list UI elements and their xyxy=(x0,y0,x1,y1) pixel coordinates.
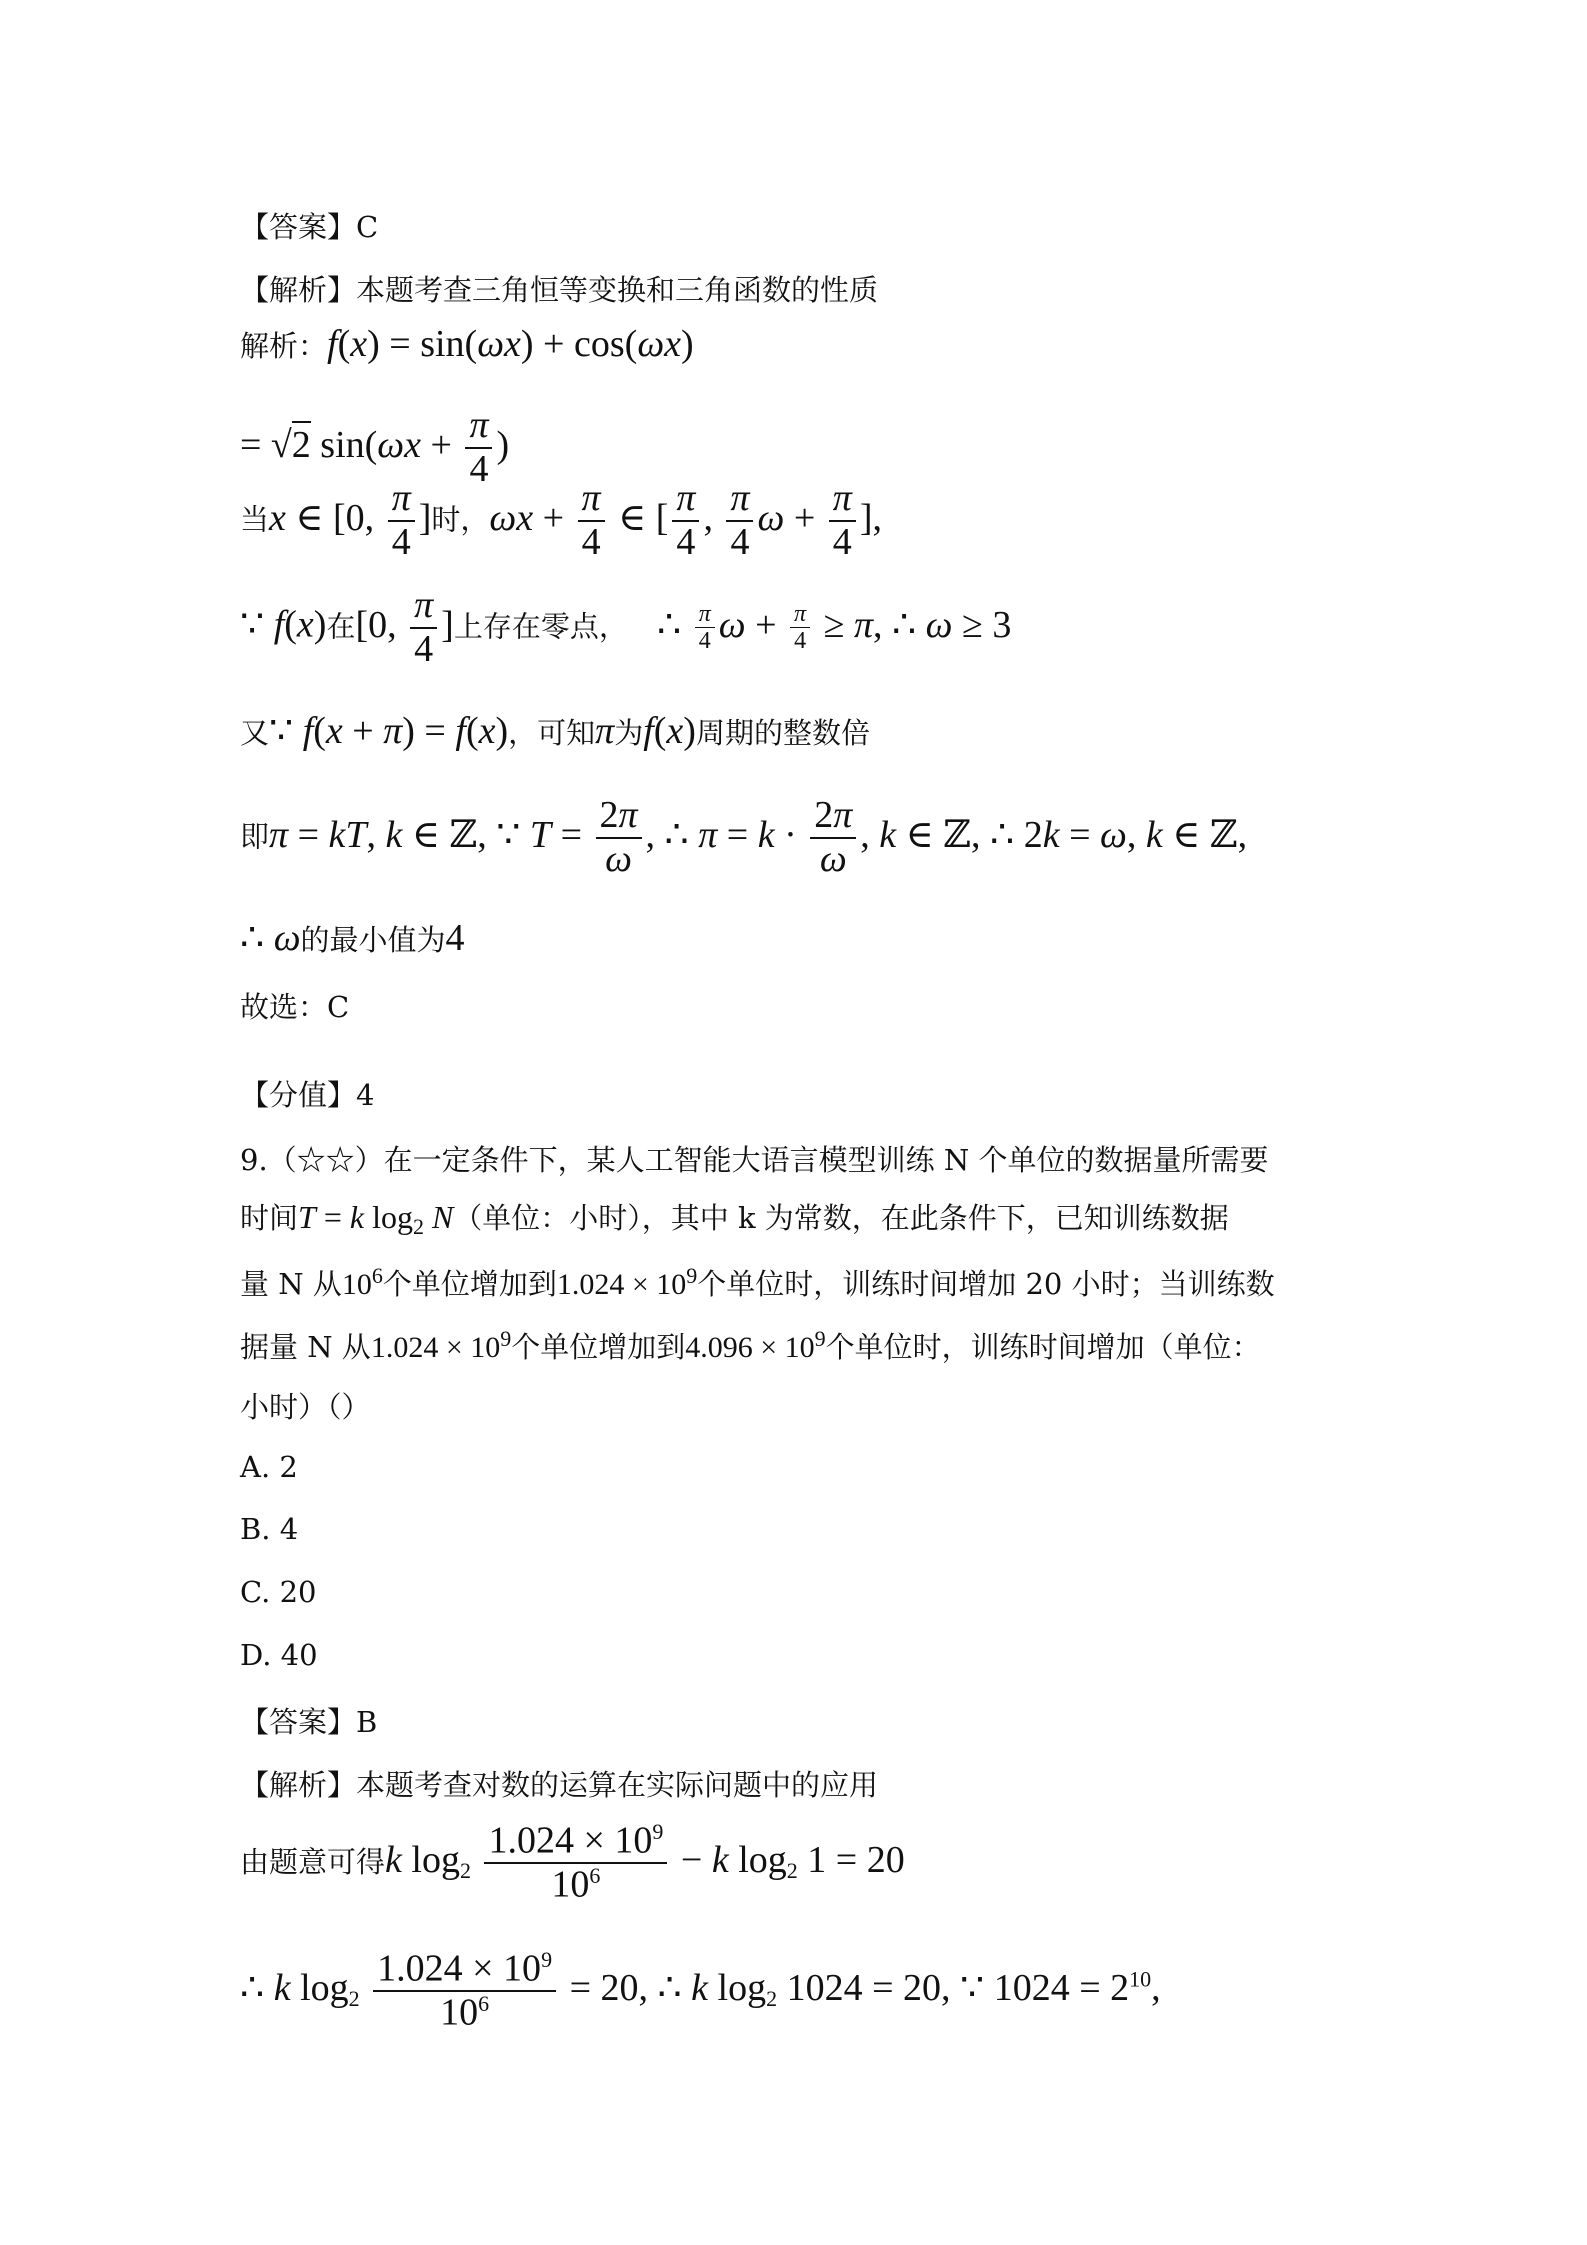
q8-score: 【分值】4 xyxy=(240,1078,375,1112)
q9-step2: ∴ k $\log_2$ $\frac{1.024 \times 10^9}{10^6}$ = 20, ∴ k $\log_2 1024 = 20$, ∵ $1024 = 2^{10}$, xyxy=(240,1947,1161,2035)
q9-line2: 时间T = k $\log_2 N$（单位：小时），其中 k 为常数，在此条件下，已知训练数据 xyxy=(240,1199,1229,1239)
q9-analysis-intro: 【解析】本题考查对数的运算在实际问题中的应用 xyxy=(240,1768,879,1802)
q8-step1: 解析：f(x) = sin(ωx) + cos(ωx) xyxy=(240,323,694,365)
q8-analysis-intro: 【解析】本题考查三角恒等变换和三角函数的性质 xyxy=(240,273,879,307)
q9-option-c: C. 20 xyxy=(240,1575,317,1609)
q9-line3: 量 N 从$10^6$个单位增加到$1.024 \times 10^9$个单位时，训练时间增加 20 小时；当训练数 xyxy=(240,1263,1275,1301)
q9-option-a: A. 2 xyxy=(240,1450,298,1484)
q8-choose: 故选：C xyxy=(240,990,350,1024)
q8-step4: ∵ f(x)在[0, $\frac{\pi}{4}$ ]上存在零点， ∴ $\frac{\pi}{4}$ ω + $\frac{\pi}{4}$ ≥ π, ∴ ω ≥ 3 xyxy=(240,584,1012,670)
q9-line4: 据量 N 从$1.024 \times 10^9$个单位增加到$4.096 \times 10^9$个单位时，训练时间增加（单位： xyxy=(240,1326,1261,1364)
q9-line1: 9.（☆☆）在一定条件下，某人工智能大语言模型训练 N 个单位的数据量所需要 xyxy=(240,1143,1269,1177)
q8-step5: 又∵ f(x + π) = f(x)，可知π为f(x)周期的整数倍 xyxy=(240,710,870,752)
q8-answer: 【答案】C xyxy=(240,210,379,244)
q9-option-b: B. 4 xyxy=(240,1512,299,1546)
q9-line5: 小时）（） xyxy=(240,1390,371,1424)
q9-answer: 【答案】B xyxy=(240,1705,378,1739)
q8-step7: ∴ ω的最小值为4 xyxy=(240,917,465,959)
q9-step1: 由题意可得k $\log_2$ $\frac{1.024 \times 10^9}{10^6}$ − k $\log_2 1 = 20$ xyxy=(240,1819,905,1907)
q8-step6: 即π = kT, k ∈ ℤ, ∵ T = $\frac{2\pi}{\omega}$ , ∴ π = k · $\frac{2\pi}{\omega}$ , k ∈ ℤ, ∴ 2k = ω, k ∈ ℤ, xyxy=(240,794,1248,880)
q8-step2: = √2 sin(ωx + $\frac{\pi}{4}$ ) xyxy=(240,404,510,490)
q9-option-d: D. 40 xyxy=(240,1638,318,1672)
q8-step3: 当x ∈ [0, $\frac{\pi}{4}$ ]时，ωx + $\frac{\pi}{4}$ ∈ [ $\frac{\pi}{4}$ , $\frac{\pi}{4}$ ω + $\frac{\pi}{4}$ ], xyxy=(240,477,882,563)
